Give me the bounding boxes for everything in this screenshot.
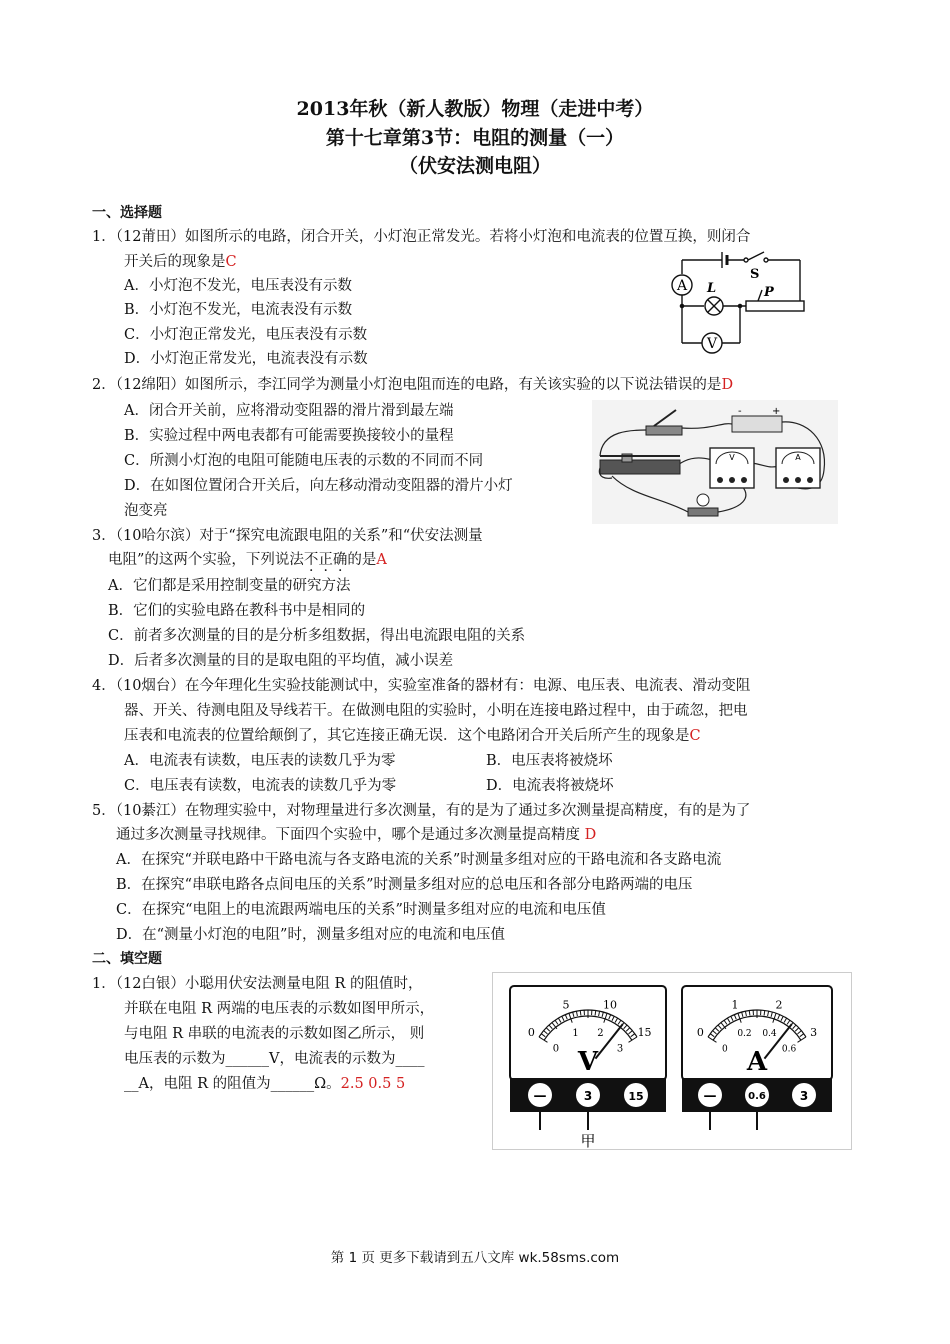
voltmeter-outer-tick-3: 15 [637,1026,652,1040]
q3-answer: A [376,552,387,568]
voltmeter-terminal-3: 3 [583,1089,593,1103]
q2-answer: D [721,377,734,393]
q3-emphasis-char-1: 不 [303,552,319,568]
f1-stem-line-2: 并联在电阻 R 两端的电压表的示数如图甲所示， [124,1001,435,1017]
ammeter-outer-tick-3: 3 [810,1026,818,1040]
section-heading-choice: 一、选择题 [92,205,162,221]
voltmeter-outer-tick-2: 10 [603,998,618,1012]
ammeter-inner-tick-3: 0.6 [781,1044,797,1055]
ammeter-inner-tick-2: 0.4 [762,1029,777,1040]
ammeter-inner-tick-0: 0 [722,1044,728,1055]
q5-stem-line-1: 5．（10綦江）在物理实验中，对物理量进行多次测量，有的是为了通过多次测量提高精度，有的是为了 [92,803,751,819]
q3-option-d: D．后者多次测量的目的是取电阻的平均值，减小误差 [108,653,454,669]
q1-option-b: B．小灯泡不发光，电流表没有示数 [124,302,353,318]
q2-option-d-line-1: D．在如图位置闭合开关后，向左移动滑动变阻器的滑片小灯 [124,478,513,494]
q4-answer: C [689,728,701,744]
ammeter-outer-tick-2: 2 [775,998,783,1012]
q1-stem-line-2: 开关后的现象是C [124,254,237,270]
voltmeter-outer-tick-0: 0 [527,1026,535,1040]
voltmeter-inner-tick-0: 0 [552,1043,560,1055]
voltmeter-dial [510,986,666,1130]
q1-switch-label: S [750,267,760,282]
q2-battery-plus: + [772,406,781,417]
q1-rheostat-label: P [764,285,774,300]
q2-voltmeter-label: V [729,453,735,462]
q1-ammeter-label: A [676,278,688,294]
q4-option-d: D．电流表将被烧坏 [486,778,614,794]
title-line-1: 2013年秋（新人教版）物理（走进中考） [296,98,654,120]
figure-caption: 甲 [580,1132,596,1150]
ammeter-outer-tick-1: 1 [731,998,739,1012]
title-line-3: （伏安法测电阻） [398,155,551,177]
voltmeter-terminal-neg: — [533,1089,547,1104]
page-footer: 第 1 页 更多下载请到五八文库 wk.58sms.com [330,1250,620,1266]
q4-stem-line-2: 器、开关、待测电阻及导线若干。在做测电阻的实验时，小明在连接电路过程中，由于疏忽，把电 [124,703,748,719]
q3-emphasis-char-3: 确 [332,552,348,568]
voltmeter-inner-tick-1: 1 [572,1028,579,1040]
q2-option-b: B．实验过程中两电表都有可能需要换接较小的量程 [124,428,454,444]
q5-stem-line-2: 通过多次测量寻找规律。下面四个实验中，哪个是通过多次测量提高精度 D [116,827,597,843]
ammeter-terminal-0-6: 0.6 [748,1091,766,1102]
q3-option-a: A．它们都是采用控制变量的研究方法 [108,578,351,594]
q2-option-a: A．闭合开关前，应将滑动变阻器的滑片滑到最左端 [124,403,454,419]
q5-option-b: B．在探究“串联电路各点间电压的关系”时测量多组对应的总电压和各部分电路两端的电压 [116,877,693,893]
q3-stem-line-2: 电阻”的这两个实验，下列说法不正确的是A [108,552,387,568]
q4-stem-line-1: 4．（10烟台）在今年理化生实验技能测试中，实验室准备的器材有：电源、电压表、电流表、滑动变阻 [92,678,751,694]
ammeter-outer-tick-0: 0 [696,1026,704,1040]
q3-option-c: C．前者多次测量的目的是分析多组数据，得出电流跟电阻的关系 [108,628,526,644]
f1-answer: 2.5 0.5 5 [340,1076,406,1092]
q1-circuit-diagram [660,246,810,364]
title-line-2: 第十七章第3节：电阻的测量（一） [325,127,625,149]
q2-option-d-line-2: 泡变亮 [124,503,168,519]
voltmeter-inner-tick-2: 2 [597,1028,604,1040]
v-scale-tick [595,1011,596,1016]
q5-answer: D [584,827,597,843]
q3-emphasis-char-2: 正 [318,552,333,568]
q4-option-c: C．电压表有读数，电流表的读数几乎为零 [124,778,397,794]
q1-option-d: D．小灯泡正常发光，电流表没有示数 [124,351,368,367]
q1-option-a: A．小灯泡不发光，电压表没有示数 [124,278,352,294]
a-scale-tick [749,1011,750,1016]
q2-battery-minus: - [738,406,742,417]
f1-stem-line-5: __A，电阻 R 的阻值为______Ω。2.5 0.5 5 [124,1076,406,1092]
f1-meters-figure [492,972,852,1152]
q2-stem: 2．（12绵阳）如图所示，李江同学为测量小灯泡电阻而连的电路，有关该实验的以下说法错误的是D [92,377,734,393]
ammeter-terminal-3: 3 [799,1089,809,1103]
ammeter-terminal-neg: — [703,1089,717,1104]
a-scale-tick [764,1011,765,1016]
q3-stem-line-1: 3．（10哈尔滨）对于“探究电流跟电阻的关系”和“伏安法测量 [92,528,483,544]
ammeter-dial [682,986,832,1130]
ammeter-inner-tick-1: 0.2 [737,1029,752,1040]
voltmeter-terminal-15: 15 [628,1090,644,1103]
q1-lamp-label: L [707,281,717,296]
ammeter-unit: A [746,1047,768,1077]
q1-voltmeter-label: V [706,336,718,352]
q5-option-d: D．在“测量小灯泡的电阻”时，测量多组对应的电流和电压值 [116,927,505,943]
q2-apparatus-diagram [592,400,838,524]
q1-option-c: C．小灯泡正常发光，电压表没有示数 [124,327,368,343]
q2-ammeter-label: A [795,453,801,462]
f1-stem-line-4: 电压表的示数为______V，电流表的示数为____ [124,1051,425,1067]
section-heading-fill: 二、填空题 [92,951,162,967]
voltmeter-unit: V [577,1047,599,1077]
q2-option-c: C．所测小灯泡的电阻可能随电压表的示数的不同而不同 [124,453,484,469]
q1-answer: C [225,254,237,270]
q5-option-a: A．在探究“并联电路中干路电流与各支路电流的关系”时测量多组对应的干路电流和各支路电流 [116,852,722,868]
voltmeter-outer-tick-1: 5 [562,998,570,1012]
v-scale-tick [580,1011,581,1016]
f1-stem-line-1: 1．（12白银）小聪用伏安法测量电阻 R 的阻值时， [92,976,423,992]
q4-stem-line-3: 压表和电流表的位置给颠倒了，其它连接正确无误．这个电路闭合开关后所产生的现象是C [124,728,701,744]
voltmeter-inner-tick-3: 3 [616,1043,624,1055]
q4-option-a: A．电流表有读数，电压表的读数几乎为零 [124,753,396,769]
f1-stem-line-3: 与电阻 R 串联的电流表的示数如图乙所示， 则 [124,1026,425,1042]
q1-stem-line-1: 1．（12莆田）如图所示的电路，闭合开关，小灯泡正常发光。若将小灯泡和电流表的位置互换，则闭合 [92,229,751,245]
q5-option-c: C．在探究“电阻上的电流跟两端电压的关系”时测量多组对应的电流和电压值 [116,902,606,918]
q3-option-b: B．它们的实验电路在教科书中是相同的 [108,603,366,619]
q4-option-b: B．电压表将被烧坏 [486,753,613,769]
